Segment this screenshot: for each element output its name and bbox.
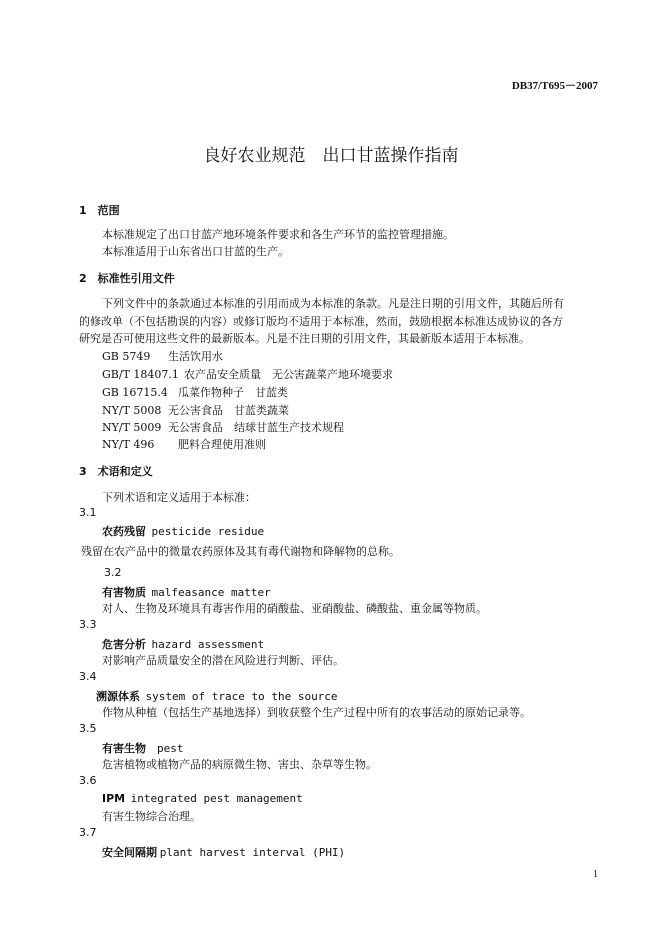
section-3-heading: 3 术语和定义 bbox=[79, 465, 153, 478]
section-2-line-1: 下列文件中的条款通过本标准的引用而成为本标准的条款。凡是注日期的引用文件，其随后所有 bbox=[102, 297, 564, 310]
reference-code: NY/T 496 bbox=[102, 438, 155, 451]
reference-item bbox=[102, 419, 344, 435]
term-definition: 残留在农产品中的微量农药原体及其有毒代谢物和降解物的总称。 bbox=[81, 545, 400, 558]
term-name-cn: 有害生物 bbox=[102, 742, 146, 755]
term-number: 3.5 bbox=[79, 722, 97, 735]
reference-code: GB/T 18407.1 bbox=[102, 368, 179, 381]
term-name-en: integrated pest management bbox=[130, 792, 303, 805]
term-number: 3.2 bbox=[104, 566, 122, 579]
term-name bbox=[102, 636, 264, 652]
term-name-cn: 危害分析 bbox=[102, 638, 146, 651]
document-code: DB37/T695－2007 bbox=[511, 80, 598, 92]
term-name-en: pest bbox=[157, 742, 184, 755]
section-2-heading: 2 标准性引用文件 bbox=[79, 272, 175, 285]
term-definition: 危害植物或植物产品的病原微生物、害虫、杂草等生物。 bbox=[102, 758, 377, 771]
reference-title: 瓜菜作物种子 甘蓝类 bbox=[178, 386, 288, 399]
term-definition: 作物从种植（包括生产基地选择）到收获整个生产过程中所有的农事活动的原始记录等。 bbox=[102, 706, 531, 719]
term-name-cn: 安全间隔期 bbox=[102, 846, 157, 859]
term-definition: 对影响产品质量安全的潜在风险进行判断、评估。 bbox=[102, 654, 344, 667]
reference-code: GB 16715.4 bbox=[102, 386, 168, 399]
term-name bbox=[102, 584, 271, 600]
section-3-intro: 下列术语和定义适用于本标准： bbox=[102, 491, 256, 504]
term-name bbox=[102, 740, 184, 756]
section-2-line-3: 研究是否可使用这些文件的最新版本。凡是不注日期的引用文件，其最新版本适用于本标准。 bbox=[79, 332, 530, 345]
section-1-paragraph-2: 本标准适用于山东省出口甘蓝的生产。 bbox=[102, 245, 289, 258]
term-number: 3.7 bbox=[79, 826, 97, 839]
page-number: 1 bbox=[593, 869, 598, 880]
term-name bbox=[102, 523, 264, 539]
term-name-en: hazard assessment bbox=[151, 638, 265, 651]
section-2-line-2: 的修改单（不包括勘误的内容）或修订版均不适用于本标准，然而，鼓励根据本标准达成协议的各方 bbox=[79, 315, 563, 328]
reference-item bbox=[102, 366, 393, 382]
term-number: 3.3 bbox=[79, 618, 97, 631]
reference-code: NY/T 5008 bbox=[102, 404, 162, 417]
reference-title: 肥料合理使用准则 bbox=[178, 438, 266, 451]
reference-title: 生活饮用水 bbox=[168, 350, 223, 363]
reference-title: 无公害食品 结球甘蓝生产技术规程 bbox=[168, 421, 344, 434]
term-name bbox=[102, 844, 345, 860]
reference-item bbox=[102, 402, 289, 418]
term-definition: 对人、生物及环境具有毒害作用的硝酸盐、亚硝酸盐、磷酸盐、重金属等物质。 bbox=[102, 602, 487, 615]
term-number: 3.6 bbox=[79, 774, 97, 787]
reference-code: NY/T 5009 bbox=[102, 421, 162, 434]
term-number: 3.4 bbox=[79, 670, 97, 683]
term-name bbox=[96, 688, 338, 704]
term-name-cn: 溯源体系 bbox=[96, 690, 140, 703]
term-name bbox=[102, 792, 303, 805]
section-1-paragraph-1: 本标准规定了出口甘蓝产地环境条件要求和各生产环节的监控管理措施。 bbox=[102, 228, 454, 241]
reference-code: GB 5749 bbox=[102, 350, 151, 363]
term-name-en: malfeasance matter bbox=[151, 586, 271, 599]
term-number: 3.1 bbox=[79, 506, 97, 519]
term-name-cn: 农药残留 bbox=[102, 525, 146, 538]
reference-item bbox=[102, 436, 266, 452]
term-name-en: pesticide residue bbox=[151, 525, 265, 538]
section-1-heading: 1 范围 bbox=[79, 204, 120, 217]
term-name-cn: IPM bbox=[102, 792, 126, 805]
page-title: 良好农业规范 出口甘蓝操作指南 bbox=[203, 146, 459, 166]
reference-title: 农产品安全质量 无公害蔬菜产地环境要求 bbox=[184, 368, 393, 381]
reference-title: 无公害食品 甘蓝类蔬菜 bbox=[168, 404, 289, 417]
term-definition: 有害生物综合治理。 bbox=[102, 810, 201, 823]
reference-item bbox=[102, 348, 223, 364]
term-name-en: plant harvest interval (PHI) bbox=[159, 846, 346, 859]
reference-item bbox=[102, 384, 288, 400]
term-name-cn: 有害物质 bbox=[102, 586, 146, 599]
term-name-en: system of trace to the source bbox=[145, 690, 338, 703]
